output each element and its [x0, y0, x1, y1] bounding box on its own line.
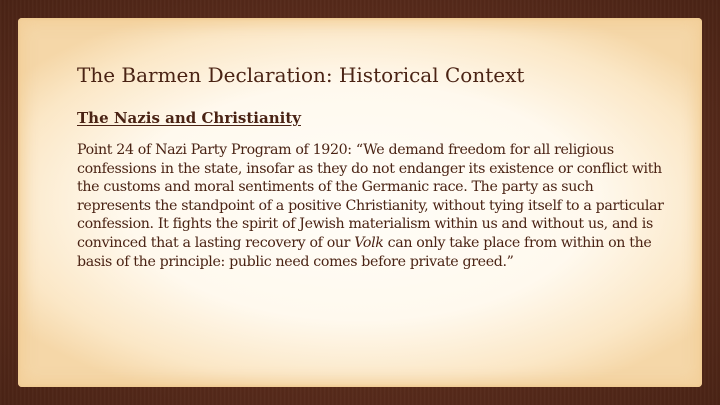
slide-body-text	[77, 141, 667, 271]
body-text-italic-volk: Volk	[354, 234, 384, 251]
slide-subtitle: The Nazis and Christianity	[77, 109, 301, 127]
slide-title: The Barmen Declaration: Historical Context	[77, 63, 525, 87]
body-text-part-2: can only take place from within on the basis of the principle: public need comes before private greed.”	[77, 234, 652, 270]
body-text-part-1: Point 24 of Nazi Party Program of 1920: “We demand freedom for all religious confessions in the state, insofar as they do not endanger its existence or conflict with the customs and moral sentiments of the Germanic race. The party as such represents the standpoint of a positive Christianity, without tying itself to a particular confession. It fights the spirit of Jewish materialism within us and without us, and is convinced that a lasting recovery of our	[77, 142, 664, 251]
slide-panel	[18, 18, 702, 387]
